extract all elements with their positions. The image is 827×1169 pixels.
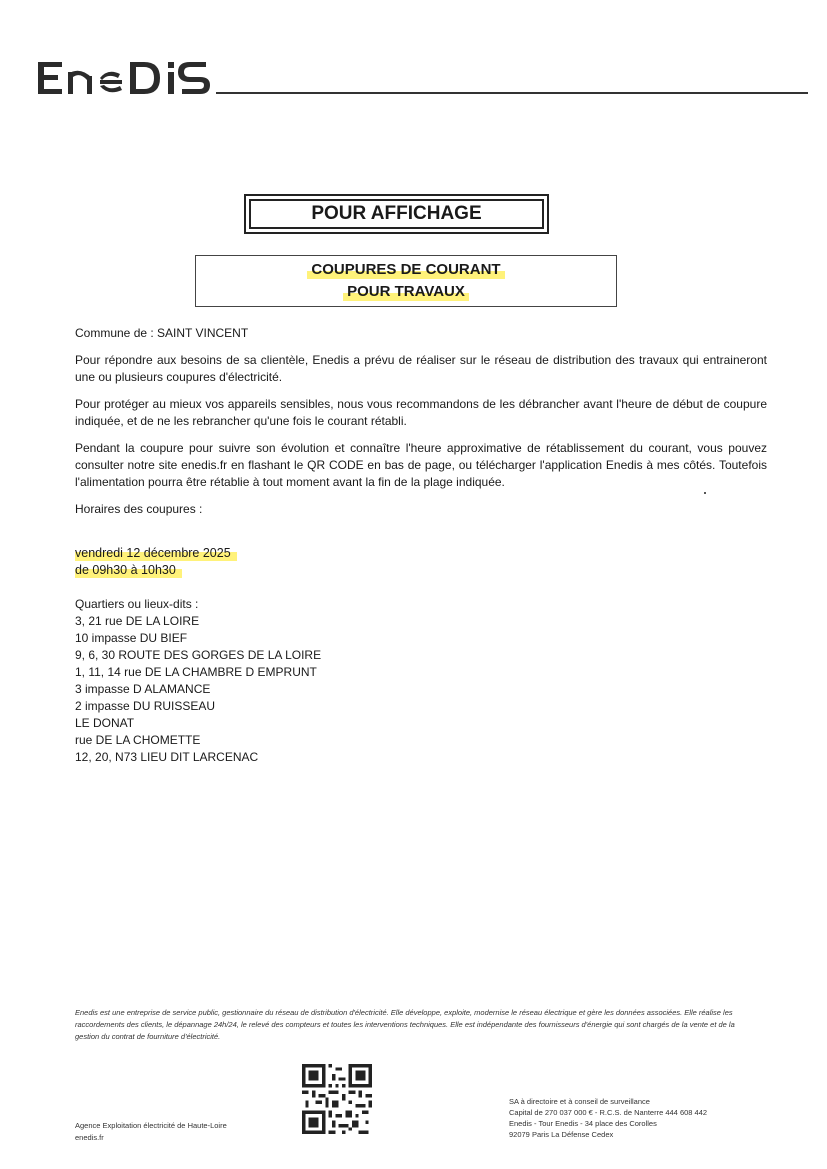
footer-agency [75, 1120, 227, 1144]
places-list [75, 596, 321, 766]
list-item: 1, 11, 14 rue DE LA CHAMBRE D EMPRUNT [75, 665, 317, 679]
title-text: POUR AFFICHAGE [249, 199, 544, 229]
scan-speck [704, 492, 706, 494]
outage-schedule [75, 545, 237, 579]
qr-code-icon[interactable] [302, 1064, 372, 1134]
agency-site-link[interactable]: enedis.fr [75, 1133, 104, 1142]
list-item: 12, 20, N73 LIEU DIT LARCENAC [75, 750, 259, 764]
enedis-logo [38, 58, 213, 110]
paragraph-2: Pour protéger au mieux vos appareils sensibles, nous vous recommandons de les débrancher avant l'heure de début de coupure indiquée, et de ne les rebrancher qu'une fois le courant rétabli. [75, 397, 767, 428]
legal-line-3: Enedis - Tour Enedis - 34 place des Corolles [509, 1119, 657, 1128]
places-label: Quartiers ou lieux-dits : [75, 597, 199, 611]
header-rule [216, 92, 808, 94]
list-item: LE DONAT [75, 716, 135, 730]
notice-body [75, 325, 767, 528]
agency-name: Agence Exploitation électricité de Haute-Loire [75, 1121, 227, 1130]
title-box [244, 194, 549, 234]
legal-line-4: 92079 Paris La Défense Cedex [509, 1130, 614, 1139]
footer-legal [509, 1096, 707, 1140]
subtitle-box [195, 255, 617, 307]
list-item: 9, 6, 30 ROUTE DES GORGES DE LA LOIRE [75, 648, 322, 662]
outage-date: vendredi 12 décembre 2025 [75, 545, 237, 562]
subtitle-line1: COUPURES DE COURANT [307, 259, 504, 281]
list-item: rue DE LA CHOMETTE [75, 733, 201, 747]
commune-line: Commune de : SAINT VINCENT [75, 326, 249, 340]
legal-line-2: Capital de 270 037 000 € - R.C.S. de Nanterre 444 608 442 [509, 1108, 708, 1117]
paragraph-3: Pendant la coupure pour suivre son évolution et connaître l'heure approximative de rétablissement du courant, vous pouvez consulter notre site enedis.fr en flashant le QR CODE en bas de page, ou télécharger l'application Enedis à mes côtés. Toutefois l'alimentation pourra être rétablie à tout moment avant la fin de la plage indiquée. [75, 441, 767, 489]
enedis-logo-icon [38, 58, 213, 100]
footer-description: Enedis est une entreprise de service public, gestionnaire du réseau de distribution d'électricité. Elle développe, exploite, modernise le réseau électrique et gère les données associées. Elle réalise les raccordements des clients, le dépannage 24h/24, le relevé des compteurs et toutes les interventions techniques. Elle est indépendante des fournisseurs d'énergie qui sont chargés de la vente et de la gestion du contrat de fourniture d'électricité. [75, 1008, 735, 1041]
list-item: 3, 21 rue DE LA LOIRE [75, 614, 200, 628]
outage-time: de 09h30 à 10h30 [75, 562, 182, 579]
list-item: 10 impasse DU BIEF [75, 631, 188, 645]
list-item: 3 impasse D ALAMANCE [75, 682, 211, 696]
horaires-label: Horaires des coupures : [75, 502, 203, 516]
legal-line-1: SA à directoire et à conseil de surveillance [509, 1097, 650, 1106]
subtitle-line2: POUR TRAVAUX [343, 281, 469, 303]
paragraph-1: Pour répondre aux besoins de sa clientèle, Enedis a prévu de réaliser sur le réseau de distribution des travaux qui entraineront une ou plusieurs coupures d'électricité. [75, 353, 767, 384]
list-item: 2 impasse DU RUISSEAU [75, 699, 216, 713]
